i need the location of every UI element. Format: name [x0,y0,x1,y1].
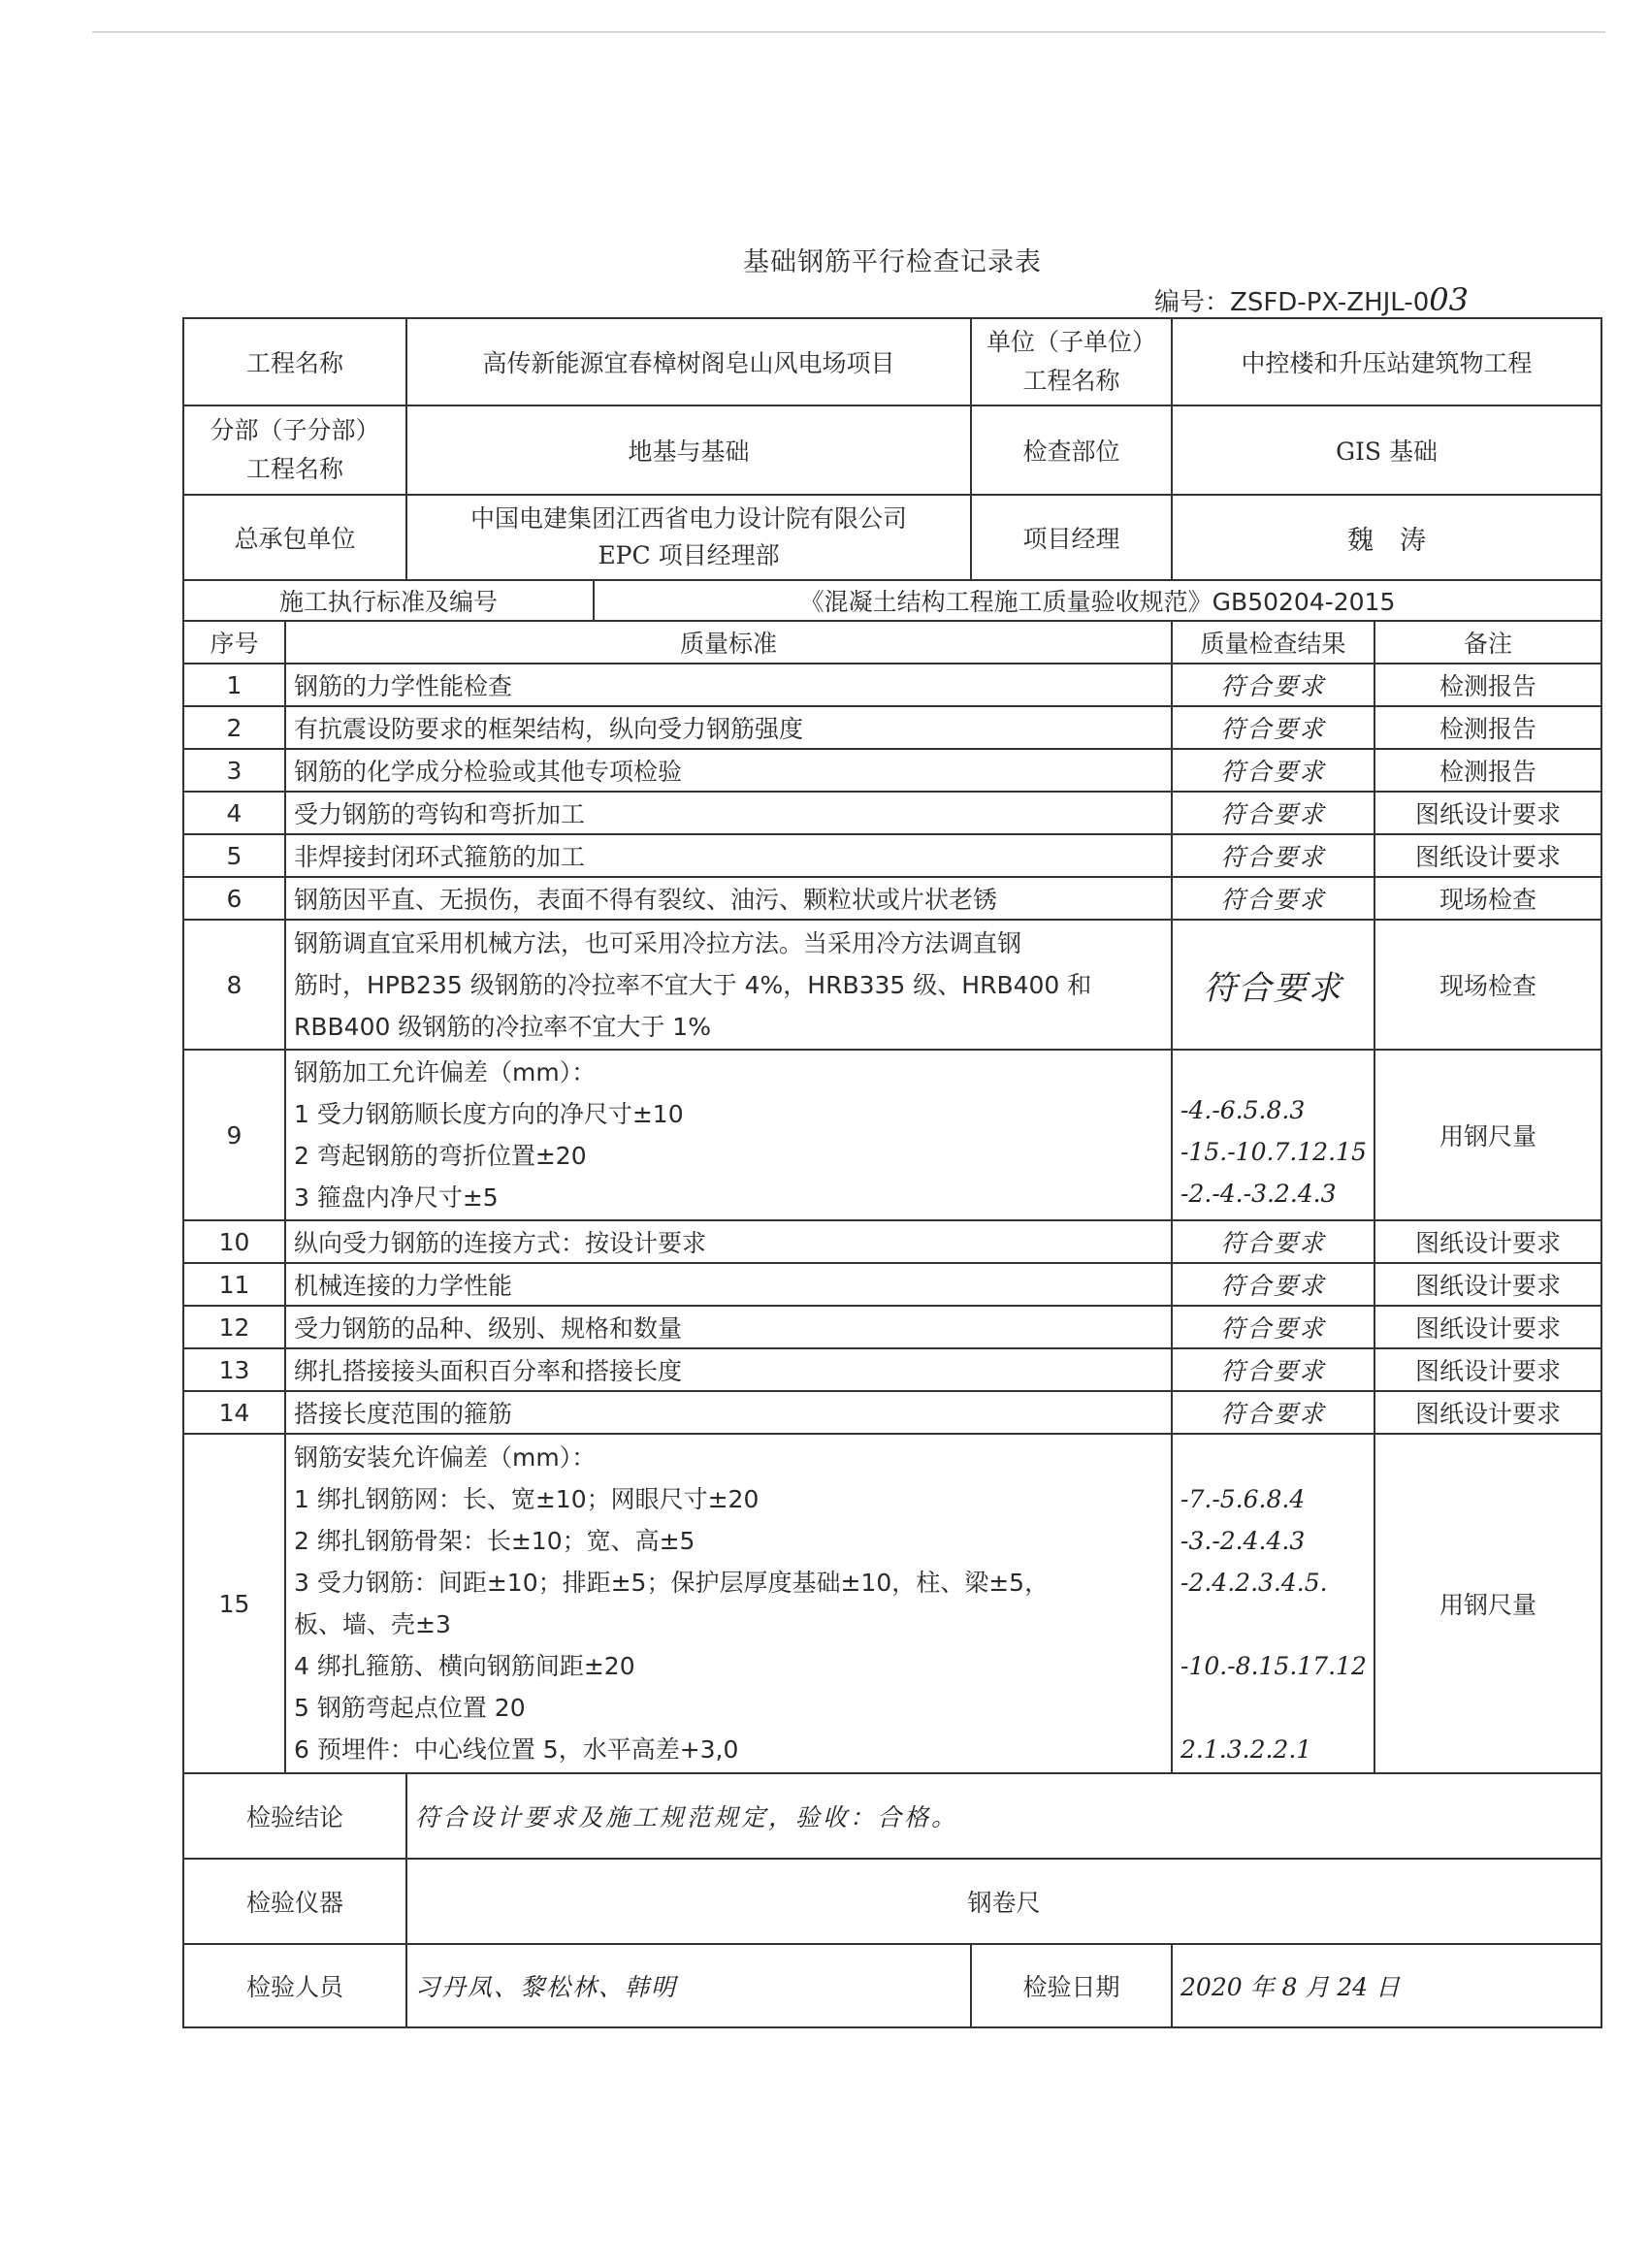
inspector-label: 检验人员 [183,1944,406,2027]
row-text-line: 4 绑扎箍筋、横向钢筋间距±20 [294,1652,635,1680]
table-row [183,706,1601,749]
row-remark: 用钢尺量 [1374,1050,1601,1220]
deviation-value: -3.-2.4.4.3 [1180,1527,1306,1555]
row-text: 受力钢筋的品种、级别、规格和数量 [285,1306,1172,1348]
doc-no-label: 编号： [1154,288,1231,317]
row-no: 5 [183,834,285,877]
deviation-value: -2.-4.-3.2.4.3 [1180,1180,1337,1208]
doc-no-handwritten: 03 [1429,281,1469,318]
row-remark: 检测报告 [1374,749,1601,792]
row-text: 纵向受力钢筋的连接方式：按设计要求 [285,1220,1172,1263]
row-no: 1 [183,664,285,706]
row-text: 搭接长度范围的箍筋 [285,1391,1172,1434]
row-text: 钢筋因平直、无损伤，表面不得有裂纹、油污、颗粒状或片状老锈 [285,877,1172,920]
row-no: 9 [183,1050,285,1220]
table-row-8 [183,920,1601,1050]
row-text-line: 2 弯起钢筋的弯折位置±20 [294,1142,587,1170]
info-row-division [183,405,1601,495]
table-row [183,792,1601,834]
row-remark: 现场检查 [1374,877,1601,920]
table-row [183,1391,1601,1434]
row-text-line: 1 绑扎钢筋网：长、宽±10；网眼尺寸±20 [294,1485,760,1513]
document-title: 基础钢筋平行检查记录表 [743,247,1042,277]
row-text-line: 5 钢筋弯起点位置 20 [294,1694,526,1722]
row-remark: 检测报告 [1374,706,1601,749]
table-row-9 [183,1050,1601,1220]
row-remark: 图纸设计要求 [1374,1348,1601,1391]
table-row [183,664,1601,706]
standard-row [183,580,1601,621]
row-text-line: 6 预埋件：中心线位置 5，水平高差+3,0 [294,1735,739,1764]
instrument-value: 钢卷尺 [406,1859,1601,1944]
row-remark: 用钢尺量 [1374,1434,1601,1773]
row-result: 符合要求 [1172,1306,1374,1348]
contractor-value-line-2: EPC 项目经理部 [598,541,780,569]
deviation-value: -4.-6.5.8.3 [1180,1096,1306,1124]
row-result: 符合要求 [1172,920,1374,1050]
deviation-value: -7.-5.6.8.4 [1180,1485,1306,1513]
row-result [1172,1434,1374,1773]
row-remark: 检测报告 [1374,664,1601,706]
table-row [183,1306,1601,1348]
row-no: 8 [183,920,285,1050]
deviation-value: -2.4.2.3.4.5. [1180,1569,1328,1597]
row-remark: 图纸设计要求 [1374,1220,1601,1263]
table-row [183,1348,1601,1391]
row-text: 受力钢筋的弯钩和弯折加工 [285,792,1172,834]
table-row [183,1220,1601,1263]
row-no: 2 [183,706,285,749]
row-text: 有抗震设防要求的框架结构，纵向受力钢筋强度 [285,706,1172,749]
row-text-line: 钢筋安装允许偏差（mm）： [294,1443,597,1472]
unit-label [971,318,1172,405]
row-text [285,920,1172,1050]
row-text: 钢筋的化学成分检验或其他专项检验 [285,749,1172,792]
row-no: 4 [183,792,285,834]
instrument-label: 检验仪器 [183,1859,406,1944]
row-remark: 图纸设计要求 [1374,1391,1601,1434]
header-result: 质量检查结果 [1172,621,1374,664]
row-no: 15 [183,1434,285,1773]
standard-value: 《混凝土结构工程施工质量验收规范》GB50204-2015 [594,580,1601,621]
row-text [285,1050,1172,1220]
inspector-row [183,1944,1601,2027]
instrument-row [183,1859,1601,1944]
row-result [1172,1050,1374,1220]
conclusion-label: 检验结论 [183,1773,406,1859]
unit-label-line-1: 单位（子单位） [986,328,1157,356]
conclusion-value: 符合设计要求及施工规范规定，验收：合格。 [406,1773,1601,1859]
row-text-line: 3 箍盘内净尺寸±5 [294,1183,499,1212]
table-row-15 [183,1434,1601,1773]
division-value: 地基与基础 [406,405,971,495]
header-row [183,621,1601,664]
row-text [285,1434,1172,1773]
part-value: GIS 基础 [1172,405,1601,495]
part-label: 检查部位 [971,405,1172,495]
row-text: 机械连接的力学性能 [285,1263,1172,1306]
row-remark: 图纸设计要求 [1374,834,1601,877]
row-result: 符合要求 [1172,1391,1374,1434]
unit-label-line-2: 工程名称 [1022,367,1120,395]
row-text-line: 板、墙、壳±3 [294,1610,451,1638]
row-no: 3 [183,749,285,792]
row-result: 符合要求 [1172,706,1374,749]
row-result: 符合要求 [1172,1220,1374,1263]
unit-value: 中控楼和升压站建筑物工程 [1172,318,1601,405]
row-no: 14 [183,1391,285,1434]
table-row [183,749,1601,792]
row-text: 绑扎搭接接头面积百分率和搭接长度 [285,1348,1172,1391]
row-no: 10 [183,1220,285,1263]
row-remark: 图纸设计要求 [1374,792,1601,834]
row-text-line: 3 受力钢筋：间距±10；排距±5；保护层厚度基础±10，柱、梁±5， [294,1569,1050,1597]
header-remark: 备注 [1374,621,1601,664]
contractor-value [406,495,971,580]
table-row [183,877,1601,920]
contractor-value-line-1: 中国电建集团江西省电力设计院有限公司 [470,504,908,533]
row-result: 符合要求 [1172,664,1374,706]
row-remark: 图纸设计要求 [1374,1306,1601,1348]
row-result: 符合要求 [1172,1263,1374,1306]
row-text-line: 筋时，HPB235 级钢筋的冷拉率不宜大于 4%，HRB335 级、HRB400 和 [294,970,1092,999]
division-label-line-2: 工程名称 [246,455,344,483]
document-number [1154,281,1469,318]
project-label: 工程名称 [183,318,406,405]
row-remark: 图纸设计要求 [1374,1263,1601,1306]
row-text-line: 2 绑扎钢筋骨架：长±10；宽、高±5 [294,1527,695,1555]
row-no: 13 [183,1348,285,1391]
row-text: 钢筋的力学性能检查 [285,664,1172,706]
table-row [183,834,1601,877]
manager-label: 项目经理 [971,495,1172,580]
deviation-value [1180,1604,1366,1645]
deviation-value: 2.1.3.2.2.1 [1180,1735,1312,1764]
manager-value: 魏 涛 [1172,495,1601,580]
row-result: 符合要求 [1172,834,1374,877]
row-result: 符合要求 [1172,877,1374,920]
row-text: 非焊接封闭环式箍筋的加工 [285,834,1172,877]
deviation-value [1180,1687,1366,1729]
contractor-label: 总承包单位 [183,495,406,580]
info-row-project [183,318,1601,405]
inspection-table [182,317,1602,2028]
row-no: 11 [183,1263,285,1306]
row-remark: 现场检查 [1374,920,1601,1050]
row-no: 12 [183,1306,285,1348]
deviation-value: -15.-10.7.12.15 [1180,1138,1367,1166]
project-value: 高传新能源宜春樟树阁皂山风电场项目 [406,318,971,405]
row-result: 符合要求 [1172,1348,1374,1391]
doc-no-value: ZSFD-PX-ZHJL-0 [1230,288,1430,317]
row-text-line: 钢筋调直宜采用机械方法，也可采用冷拉方法。当采用冷方法调直钢 [294,928,1022,957]
row-result: 符合要求 [1172,749,1374,792]
date-value: 2020 年 8 月 24 日 [1172,1944,1601,2027]
row-no: 6 [183,877,285,920]
scan-edge-line [92,31,1605,33]
header-no: 序号 [183,621,285,664]
info-row-contractor [183,495,1601,580]
header-standard: 质量标准 [285,621,1172,664]
row-text-line: RBB400 级钢筋的冷拉率不宜大于 1% [294,1012,711,1041]
row-text-line: 钢筋加工允许偏差（mm）： [294,1058,597,1086]
conclusion-row [183,1773,1601,1859]
division-label [183,405,406,495]
table-row [183,1263,1601,1306]
inspector-signatures: 习丹凤、黎松林、韩明 [406,1944,971,2027]
standard-label: 施工执行标准及编号 [183,580,594,621]
date-label: 检验日期 [971,1944,1172,2027]
deviation-value [1180,1437,1366,1478]
row-text-line: 1 受力钢筋顺长度方向的净尺寸±10 [294,1100,684,1128]
deviation-value: -10.-8.15.17.12 [1180,1652,1367,1680]
division-label-line-1: 分部（子分部） [210,416,380,444]
row-result: 符合要求 [1172,792,1374,834]
